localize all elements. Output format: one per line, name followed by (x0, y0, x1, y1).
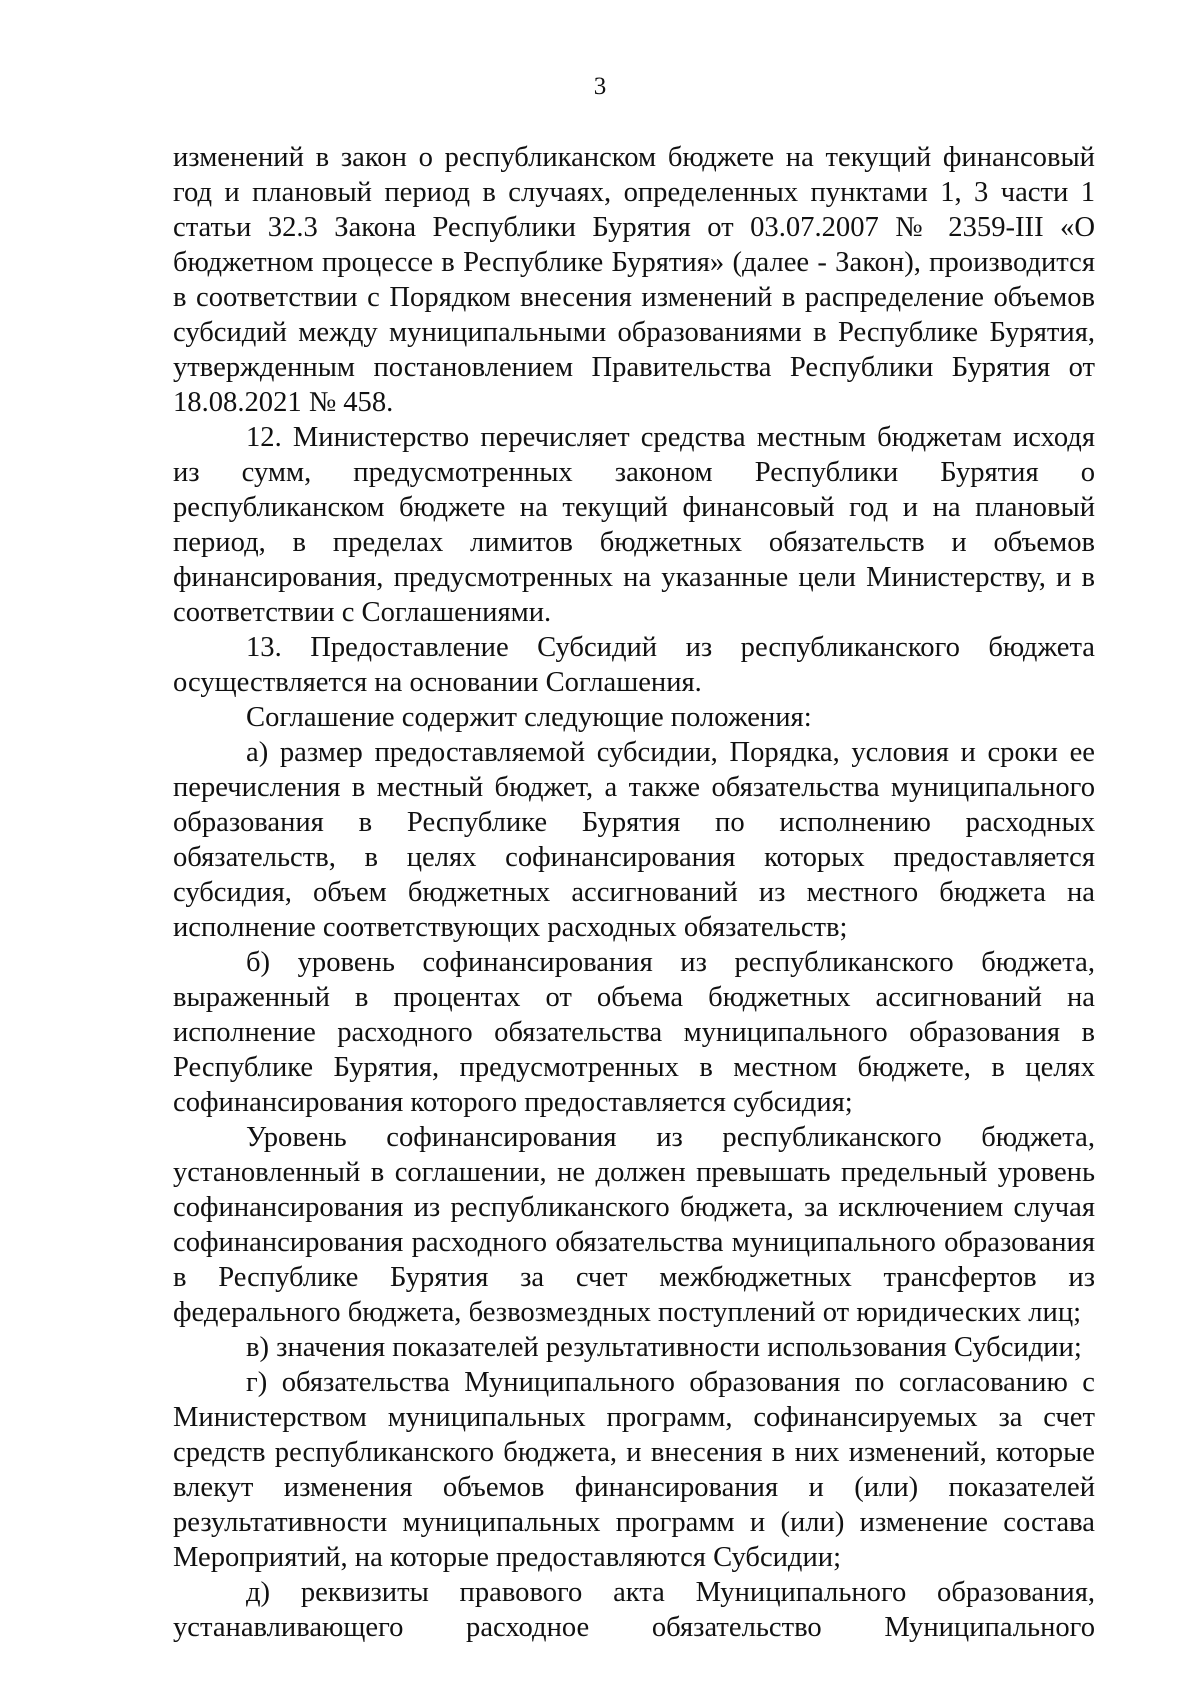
text-line: в) значения показателей результативности использования Субсидии; (246, 1332, 1082, 1363)
text-line: субсидий между муниципальными образованиями в Республике Бурятия, (173, 317, 1095, 348)
text-line: статьи 32.3 Закона Республики Бурятия от 03.07.2007 № 2359-III «О (173, 212, 1095, 243)
document-body (173, 140, 1095, 1645)
paragraph (173, 700, 1095, 735)
page-number: 3 (593, 73, 607, 100)
text-line: в Республике Бурятия за счет межбюджетных трансфертов из (173, 1262, 1095, 1293)
text-line: бюджетном процессе в Республике Бурятия» (далее - Закон), производится (173, 247, 1095, 278)
text-line: г) обязательства Муниципального образования по согласованию с (246, 1367, 1095, 1398)
text-line: Уровень софинансирования из республиканского бюджета, (246, 1122, 1095, 1153)
text-line: результативности муниципальных программ и (или) изменение состава (173, 1507, 1095, 1538)
text-line: соответствии с Соглашениями. (173, 597, 552, 628)
paragraph (173, 1575, 1095, 1645)
paragraph (173, 420, 1095, 630)
text-line: установленный в соглашении, не должен превышать предельный уровень (173, 1157, 1095, 1188)
text-line: исполнение расходного обязательства муниципального образования в (173, 1017, 1095, 1048)
text-line: софинансирования которого предоставляется субсидия; (173, 1087, 853, 1118)
text-line: период, в пределах лимитов бюджетных обязательств и объемов (173, 527, 1095, 558)
text-line: устанавливающего расходное обязательство Муниципального (173, 1612, 1095, 1643)
text-line: в соответствии с Порядком внесения изменений в распределение объемов (173, 282, 1095, 313)
text-line: Министерством муниципальных программ, софинансируемых за счет (173, 1402, 1095, 1433)
text-line: осуществляется на основании Соглашения. (173, 667, 702, 698)
text-line: год и плановый период в случаях, определенных пунктами 1, 3 части 1 (173, 177, 1095, 208)
text-line: а) размер предоставляемой субсидии, Порядка, условия и сроки ее (246, 737, 1095, 768)
text-line: 12. Министерство перечисляет средства местным бюджетам исходя (246, 422, 1095, 453)
text-line: Мероприятий, на которые предоставляются Субсидии; (173, 1542, 842, 1573)
text-line: исполнение соответствующих расходных обязательств; (173, 912, 848, 943)
text-line: субсидия, объем бюджетных ассигнований из местного бюджета на (173, 877, 1095, 908)
text-line: изменений в закон о республиканском бюджете на текущий финансовый (173, 142, 1095, 173)
paragraph (173, 1365, 1095, 1575)
text-line: республиканском бюджете на текущий финансовый год и на плановый (173, 492, 1095, 523)
text-line: перечисления в местный бюджет, а также обязательства муниципального (173, 772, 1095, 803)
text-line: федерального бюджета, безвозмездных поступлений от юридических лиц; (173, 1297, 1082, 1328)
text-line: софинансирования расходного обязательства муниципального образования (173, 1227, 1095, 1258)
text-line: 18.08.2021 № 458. (173, 387, 394, 418)
text-line: образования в Республике Бурятия по исполнению расходных (173, 807, 1095, 838)
text-line: софинансирования из республиканского бюджета, за исключением случая (173, 1192, 1095, 1223)
text-line: 13. Предоставление Субсидий из республиканского бюджета (246, 632, 1095, 663)
paragraph (173, 1120, 1095, 1330)
text-line: Соглашение содержит следующие положения: (246, 702, 812, 733)
text-line: обязательств, в целях софинансирования которых предоставляется (173, 842, 1095, 873)
paragraph (173, 945, 1095, 1120)
text-line: выраженный в процентах от объема бюджетных ассигнований на (173, 982, 1095, 1013)
paragraph (173, 1330, 1095, 1365)
text-line: Республике Бурятия, предусмотренных в местном бюджете, в целях (173, 1052, 1095, 1083)
paragraph (173, 140, 1095, 420)
text-line: д) реквизиты правового акта Муниципального образования, (246, 1577, 1095, 1608)
paragraph (173, 630, 1095, 700)
text-line: б) уровень софинансирования из республиканского бюджета, (246, 947, 1095, 978)
text-line: финансирования, предусмотренных на указанные цели Министерству, и в (173, 562, 1095, 593)
paragraph (173, 735, 1095, 945)
text-line: средств республиканского бюджета, и внесения в них изменений, которые (173, 1437, 1095, 1468)
text-line: влекут изменения объемов финансирования и (или) показателей (173, 1472, 1095, 1503)
text-line: утвержденным постановлением Правительства Республики Бурятия от (173, 352, 1095, 383)
text-line: из сумм, предусмотренных законом Республики Бурятия о (173, 457, 1095, 488)
